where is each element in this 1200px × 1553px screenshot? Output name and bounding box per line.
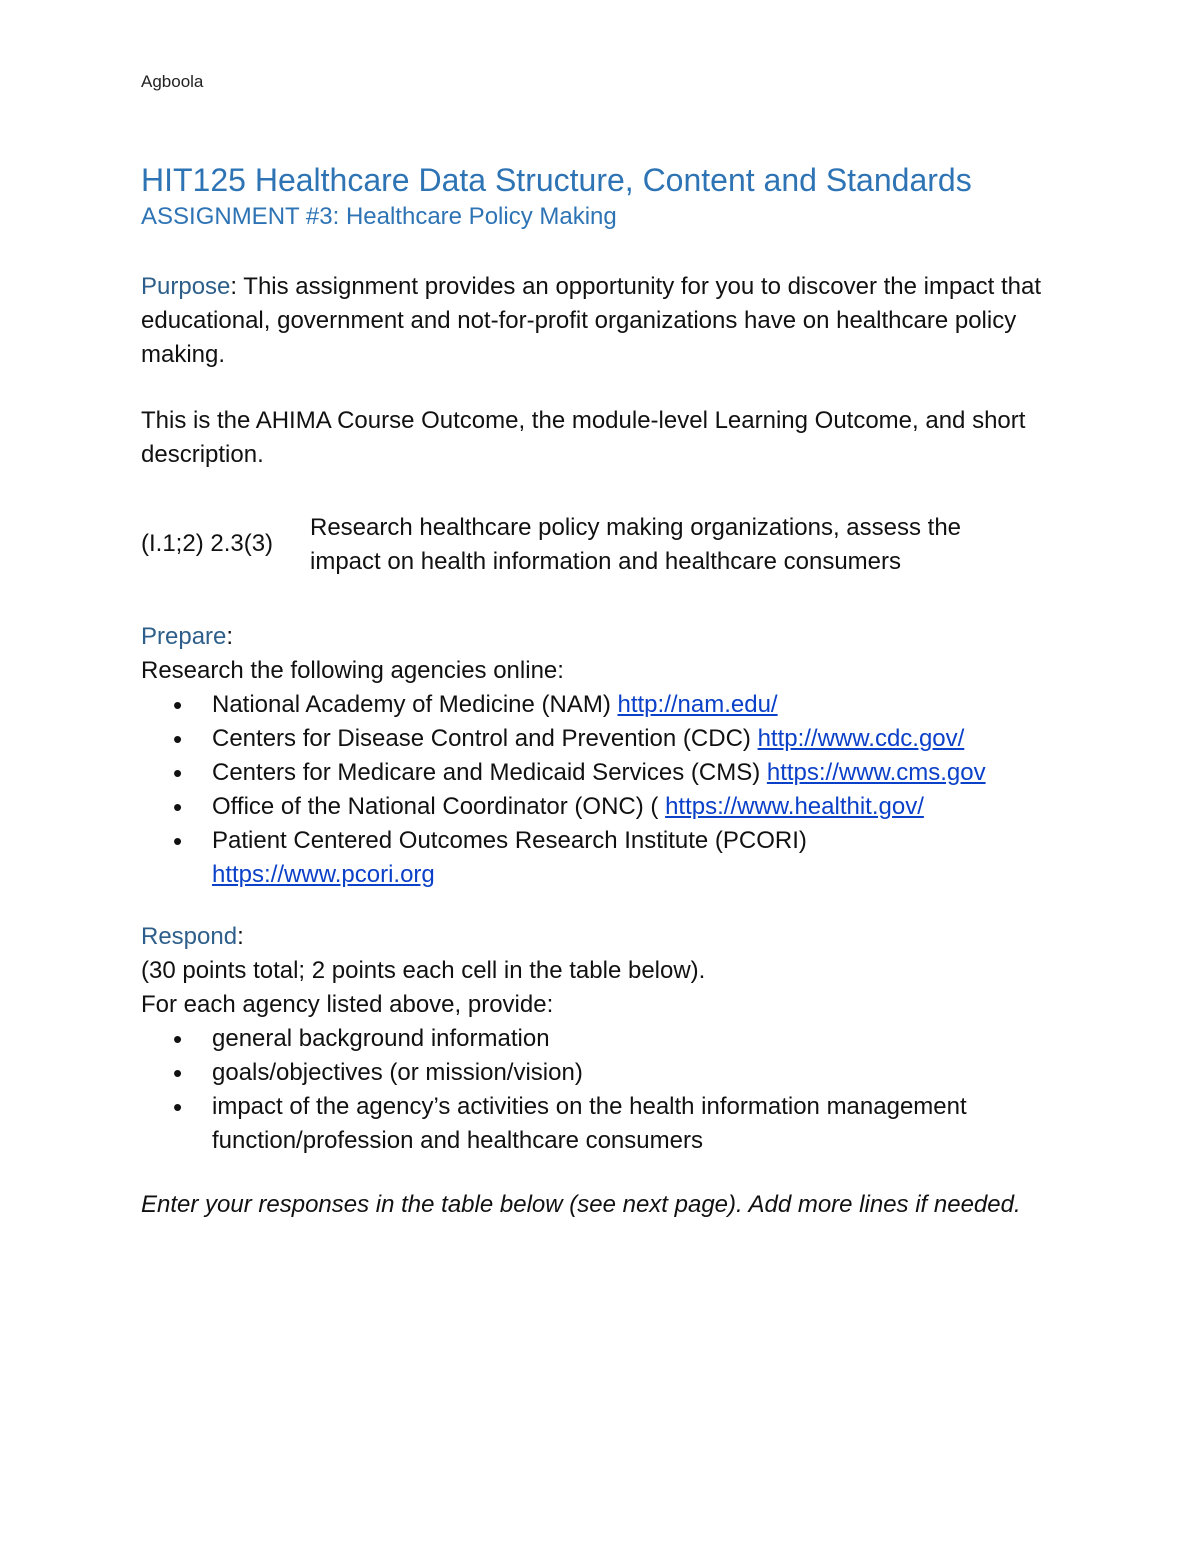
list-item: • National Academy of Medicine (NAM) http://nam.edu/ [141, 688, 1061, 722]
agency-link[interactable]: https://www.cms.gov [766, 759, 986, 786]
agency-list [141, 688, 1061, 892]
list-item: • Office of the National Coordinator (ONC) ( https://www.healthit.gov/ [141, 790, 1061, 824]
prepare-section: Prepare: Research the following agencies online: • National Academy of Medicine (NAM) http://nam.edu/ • Centers for Disease Control and Prevention (CDC) http://www.cdc.gov/ • Centers for Medicare and Medicaid Services (CMS) https://www.cms.gov • Office of the National Coordinator (ONC) ( https://www.healthit.gov/ • Patient Centered Outcomes Research Institute (PCORI) https://www.pcori.org [141, 620, 1061, 892]
list-item: • general background information [141, 1022, 1061, 1056]
purpose-paragraph [141, 270, 1061, 372]
respond-intro: For each agency listed above, provide: [141, 991, 554, 1018]
list-item: • Patient Centered Outcomes Research Institute (PCORI) https://www.pcori.org [141, 824, 852, 892]
document-title: HIT125 Healthcare Data Structure, Content and Standards [141, 162, 972, 198]
list-item: • impact of the agency’s activities on the health information management function/profession and healthcare consumers [141, 1090, 1032, 1158]
respond-section: Respond: (30 points total; 2 points each cell in the table below). For each agency listed above, provide: • general background information • goals/objectives (or mission/vision) • impact of the agency’s activities on the health information management function/profession and healthcare consumers [141, 920, 1061, 1158]
agency-link[interactable]: http://nam.edu/ [617, 691, 778, 718]
outcome-intro-paragraph: This is the AHIMA Course Outcome, the module-level Learning Outcome, and short description. [141, 407, 1026, 468]
respond-points: (30 points total; 2 points each cell in the table below). [141, 957, 706, 984]
purpose-label: Purpose [141, 273, 231, 300]
list-item: • Centers for Disease Control and Prevention (CDC) http://www.cdc.gov/ [141, 722, 1061, 756]
list-item: • Centers for Medicare and Medicaid Services (CMS) https://www.cms.gov [141, 756, 1061, 790]
assignment-subtitle: ASSIGNMENT #3: Healthcare Policy Making [141, 203, 617, 230]
outcome-code: (I.1;2) 2.3(3) [141, 530, 274, 557]
page-header-author: Agboola [141, 72, 204, 91]
agency-link[interactable]: https://www.healthit.gov/ [665, 793, 924, 820]
prepare-intro: Research the following agencies online: [141, 657, 564, 684]
outcome-description: Research healthcare policy making organizations, assess the impact on health information and healthcare consumers [310, 514, 962, 575]
agency-link[interactable]: http://www.cdc.gov/ [757, 725, 965, 752]
list-item: • goals/objectives (or mission/vision) [141, 1056, 1061, 1090]
prepare-label: Prepare [141, 623, 227, 650]
closing-instruction: Enter your responses in the table below (see next page). Add more lines if needed. [141, 1191, 1021, 1218]
respond-label: Respond [141, 923, 238, 950]
agency-link[interactable]: https://www.pcori.org [212, 861, 435, 888]
purpose-text: : This assignment provides an opportunity for you to discover the impact that educational, government and not-for-profit organizations have on healthcare policy making. [141, 273, 1042, 368]
respond-list [141, 1022, 1061, 1158]
